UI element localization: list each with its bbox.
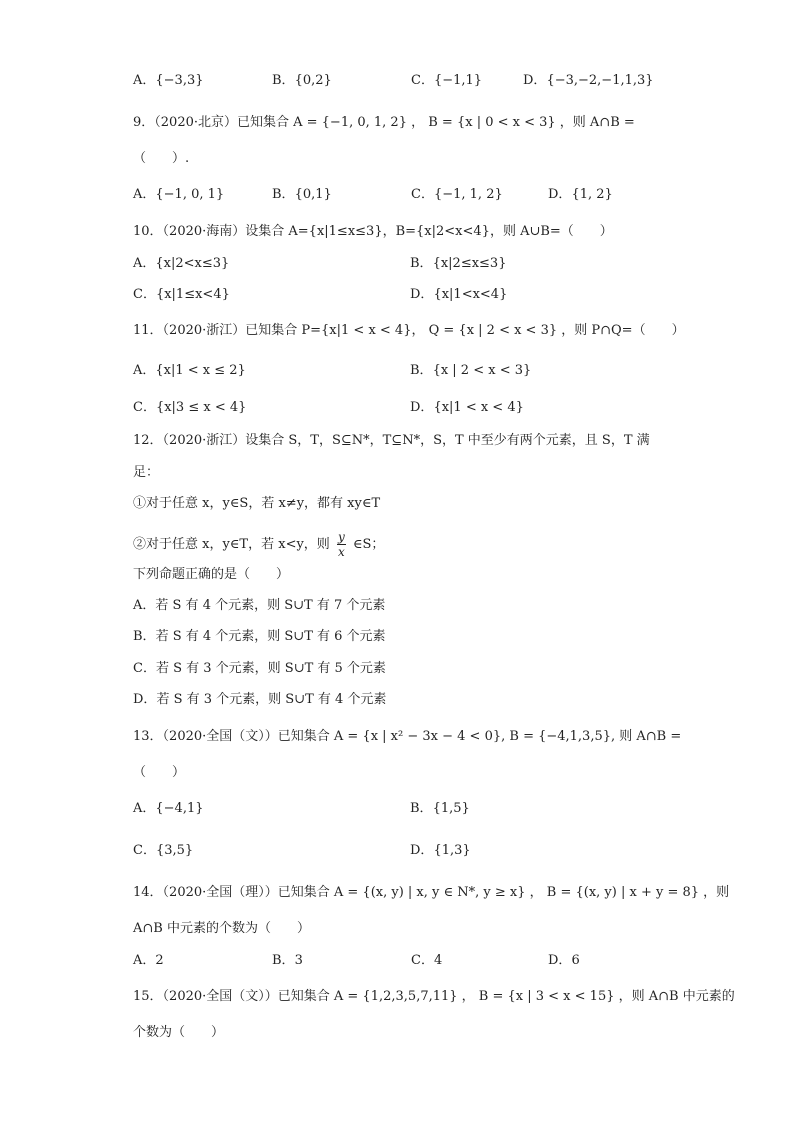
q11-option-c: C．{x|3 ≤ x < 4} [133, 400, 247, 415]
q14-option-d: D．6 [548, 953, 580, 968]
q11-option-b: B．{x | 2 < x < 3} [410, 363, 532, 378]
q12-condition-2 [133, 530, 384, 559]
q8-option-a: A．{−3,3} [133, 73, 204, 88]
q11-option-a: A．{x|1 < x ≤ 2} [133, 363, 246, 378]
q9-option-c: C．{−1, 1, 2} [411, 187, 503, 202]
q9-option-d: D．{1, 2} [548, 187, 613, 202]
q14-option-b: B．3 [272, 953, 303, 968]
q12-option-a: A．若 S 有 4 个元素，则 S∪T 有 7 个元素 [133, 598, 386, 613]
q12-condition-2-post: ∈S； [352, 537, 385, 552]
q14-stem-line1: 14．（2020·全国（理））已知集合 A = {(x, y) | x, y ∈ N*, y ≥ x} ， B = {(x, y) | x + y = 8} ，则 [133, 885, 730, 900]
q13-option-b: B．{1,5} [410, 801, 470, 816]
q14-option-c: C．4 [411, 953, 443, 968]
fraction [337, 530, 346, 559]
q12-option-c: C．若 S 有 3 个元素，则 S∪T 有 5 个元素 [133, 661, 386, 676]
q12-condition-2-pre: ②对于任意 x，y∈T，若 x<y，则 [133, 537, 330, 552]
q9-option-a: A．{−1, 0, 1} [133, 187, 225, 202]
q10-stem: 10．（2020·海南）设集合 A={x|1≤x≤3}，B={x|2<x<4}，则 A∪B=（ ） [133, 224, 613, 239]
q8-option-b: B．{0,2} [272, 73, 332, 88]
q10-option-c: C．{x|1≤x<4} [133, 287, 230, 302]
q13-paren: （ ） [133, 765, 186, 780]
q9-paren: （ ）. [133, 151, 190, 166]
q8-option-d: D．{−3,−2,−1,1,3} [523, 73, 654, 88]
q11-stem: 11．（2020·浙江）已知集合 P={x|1 < x < 4}， Q = {x | 2 < x < 3} ，则 P∩Q=（ ） [133, 323, 685, 338]
q13-stem: 13．（2020·全国（文））已知集合 A = {x | x² − 3x − 4 < 0}, B = {−4,1,3,5}, 则 A∩B = [133, 729, 682, 744]
q15-stem-line1: 15．（2020·全国（文））已知集合 A = {1,2,3,5,7,11} ， B = {x | 3 < x < 15} ，则 A∩B 中元素的 [133, 989, 735, 1004]
q8-option-c: C．{−1,1} [411, 73, 483, 88]
q14-stem-line2: A∩B 中元素的个数为（ ） [133, 921, 310, 936]
fraction-numerator: y [337, 530, 345, 544]
q12-option-d: D．若 S 有 3 个元素，则 S∪T 有 4 个元素 [133, 692, 387, 707]
q11-option-d: D．{x|1 < x < 4} [410, 400, 524, 415]
q12-condition-1: ①对于任意 x，y∈S，若 x≠y，都有 xy∈T [133, 496, 381, 511]
q12-stem-line1: 12．（2020·浙江）设集合 S，T，S⊆N*，T⊆N*，S，T 中至少有两个元素，且 S，T 满 [133, 433, 650, 448]
q13-option-a: A．{−4,1} [133, 801, 204, 816]
q9-stem: 9．（2020·北京）已知集合 A = {−1, 0, 1, 2} ， B = {x | 0 < x < 3} ，则 A∩B = [133, 115, 635, 130]
q13-option-c: C．{3,5} [133, 843, 194, 858]
q10-option-d: D．{x|1<x<4} [410, 287, 508, 302]
q12-option-b: B．若 S 有 4 个元素，则 S∪T 有 6 个元素 [133, 629, 386, 644]
q9-option-b: B．{0,1} [272, 187, 332, 202]
q12-stem-line2: 足： [133, 465, 160, 480]
q10-option-a: A．{x|2<x≤3} [133, 256, 230, 271]
q13-option-d: D．{1,3} [410, 843, 471, 858]
q15-stem-line2: 个数为（ ） [133, 1025, 225, 1040]
q14-option-a: A．2 [133, 953, 164, 968]
q10-option-b: B．{x|2≤x≤3} [410, 256, 507, 271]
fraction-denominator: x [337, 545, 345, 559]
q12-question: 下列命题正确的是（ ） [133, 567, 290, 582]
